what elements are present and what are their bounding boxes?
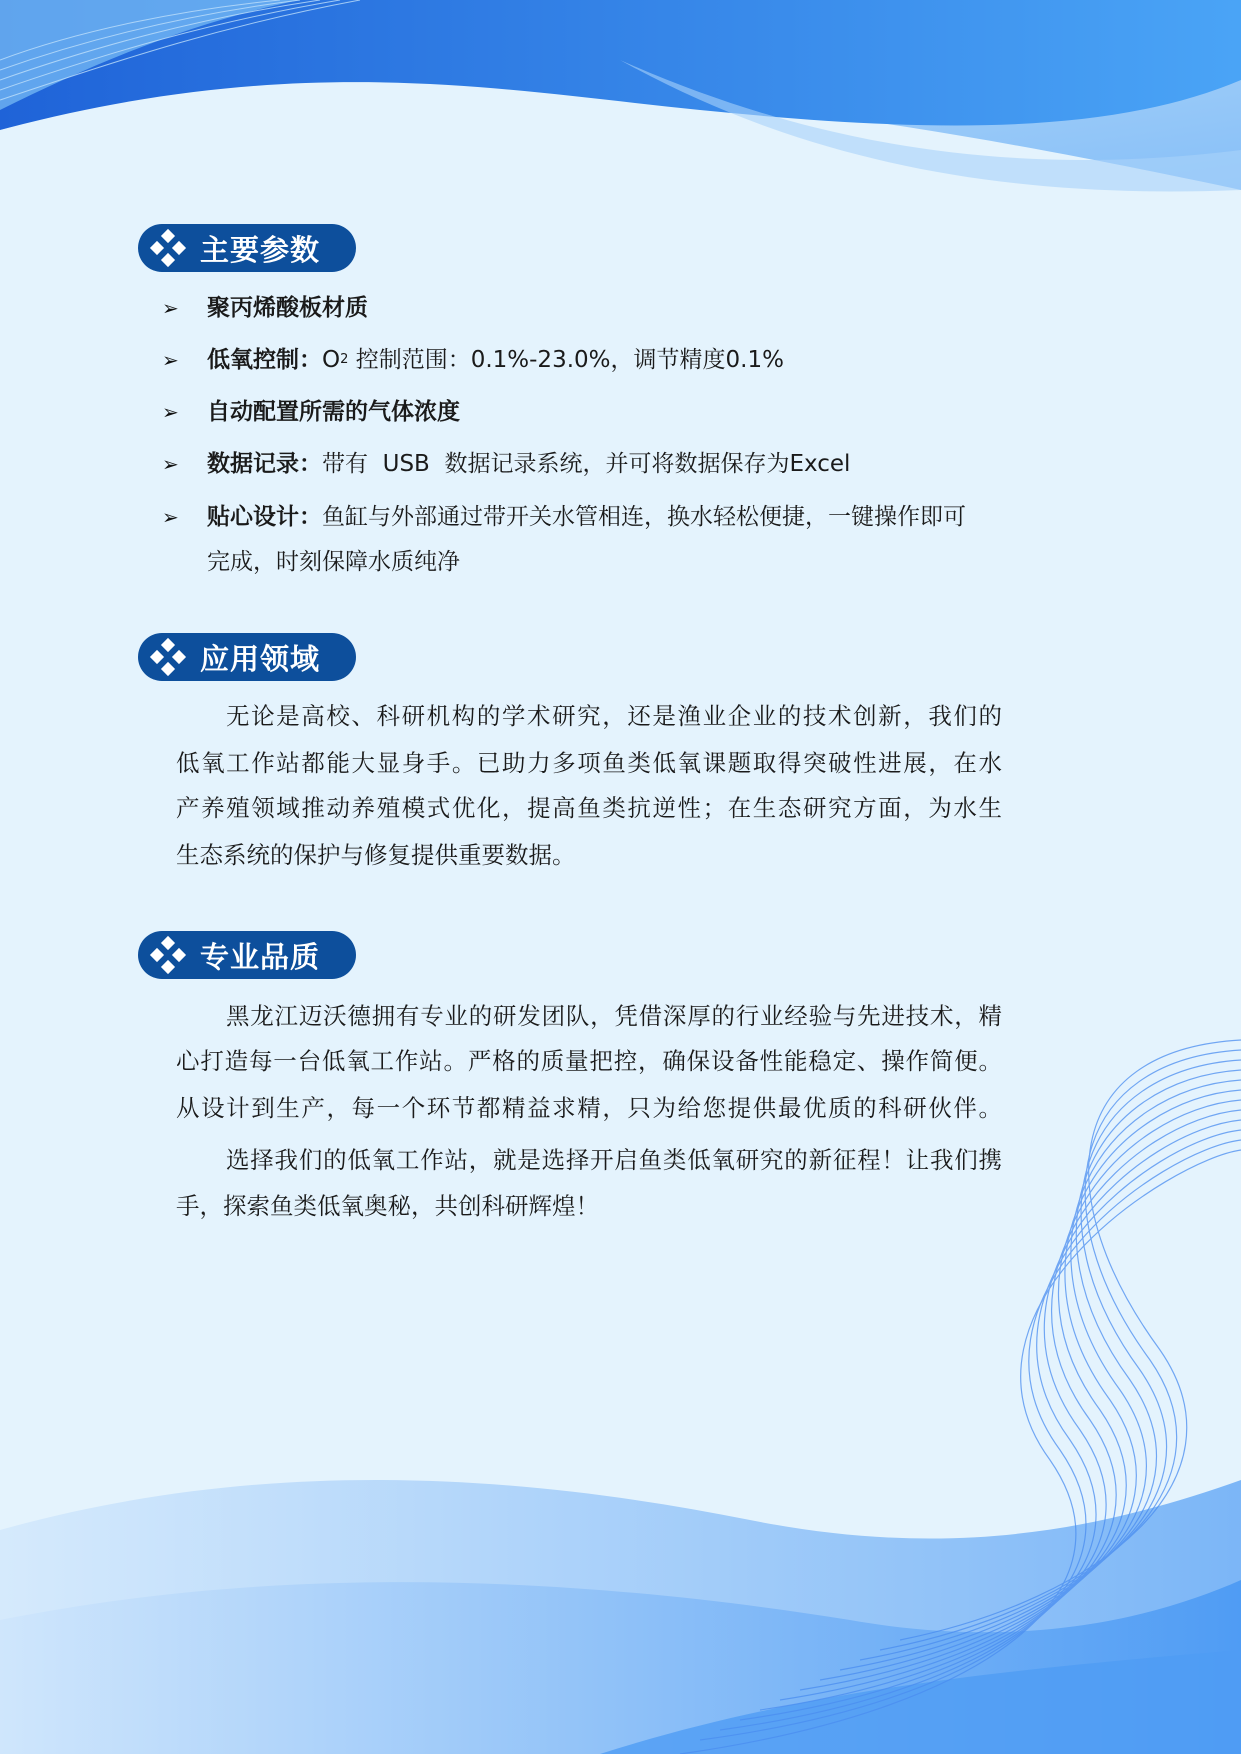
item-label: 聚丙烯酸板材质 [207,295,368,321]
paragraph-line: 心打造每一台低氧工作站。严格的质量把控，确保设备性能稳定、操作简便。 [176,1047,1002,1075]
section-heading-quality [138,931,356,979]
paragraph-line: 低氧工作站都能大显身手。已助力多项鱼类低氧课题取得突破性进展，在水 [176,749,1002,777]
paragraph-line: 无论是高校、科研机构的学术研究，还是渔业企业的技术创新，我们的 [226,702,1002,730]
item-label: 贴心设计： [207,504,322,530]
item-text: 鱼缸与外部通过带开关水管相连，换水轻松便捷，一键操作即可 [322,504,966,530]
item-label: 低氧控制： [207,347,322,373]
arrow-bullet-icon: ➢ [162,400,179,424]
item-text: O [322,347,341,373]
paragraph-line: 从设计到生产，每一个环节都精益求精，只为给您提供最优质的科研伙伴。 [176,1094,1002,1122]
arrow-bullet-icon: ➢ [162,505,179,529]
list-item-continuation [207,547,460,577]
list-item [162,397,460,427]
list-item [162,345,784,375]
section-title: 主要参数 [200,232,321,267]
paragraph-line: 选择我们的低氧工作站，就是选择开启鱼类低氧研究的新征程！让我们携 [226,1146,1002,1174]
list-item [162,449,850,479]
paragraph-line: 产养殖领域推动养殖模式优化，提高鱼类抗逆性；在生态研究方面，为水生 [176,794,1002,822]
list-item [162,502,966,532]
item-text: 控制范围：0.1%-23.0%，调节精度0.1% [348,347,784,373]
section-title: 专业品质 [200,939,321,974]
section-heading-application [138,633,356,681]
section-heading-params [138,224,356,272]
paragraph-line: 手，探索鱼类低氧奥秘，共创科研辉煌！ [176,1192,599,1220]
paragraph-line: 黑龙江迈沃德拥有专业的研发团队，凭借深厚的行业经验与先进技术，精 [226,1002,1002,1030]
item-subscript: 2 [340,352,349,367]
item-text: 完成，时刻保障水质纯净 [207,549,460,575]
section-title: 应用领域 [200,641,321,676]
diamond-cluster-icon [150,639,186,675]
item-text: 带有 USB 数据记录系统，并可将数据保存为Excel [322,451,851,477]
arrow-bullet-icon: ➢ [162,348,179,372]
arrow-bullet-icon: ➢ [162,452,179,476]
diamond-cluster-icon [150,230,186,266]
list-item [162,293,368,323]
paragraph-line: 生态系统的保护与修复提供重要数据。 [176,841,576,869]
item-label: 自动配置所需的气体浓度 [207,399,460,425]
diamond-cluster-icon [150,937,186,973]
item-label: 数据记录： [207,451,322,477]
arrow-bullet-icon: ➢ [162,296,179,320]
